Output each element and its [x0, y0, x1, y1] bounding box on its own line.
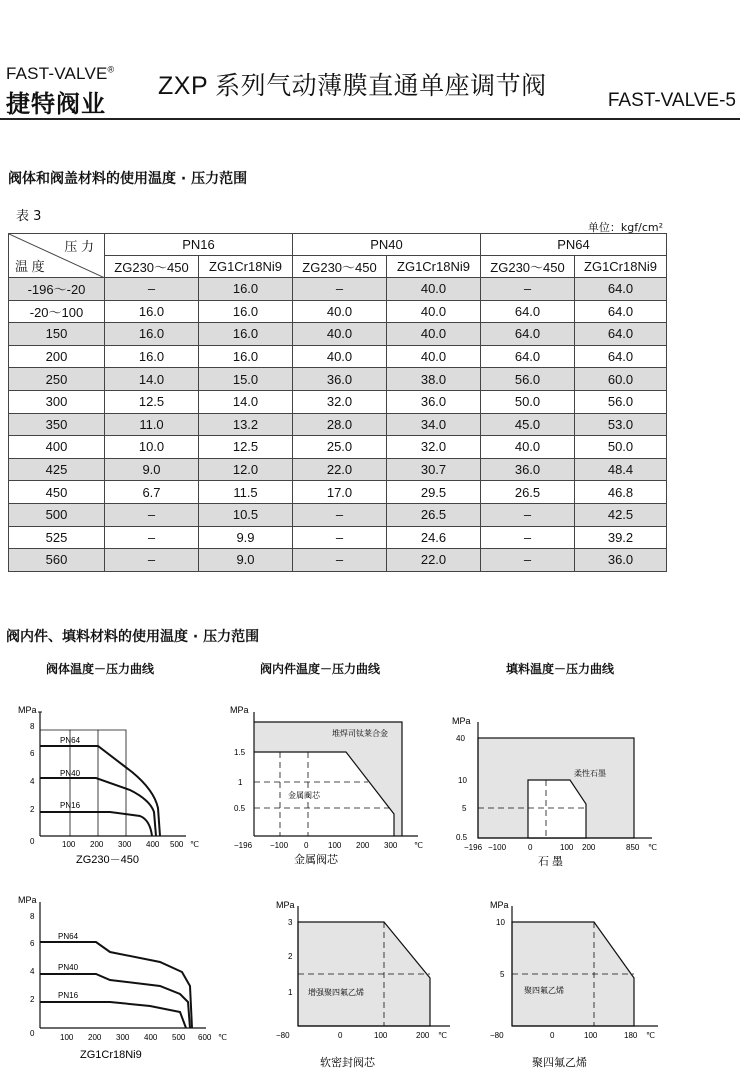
group-header-pn64: PN64	[481, 234, 667, 256]
pressure-cell: –	[481, 278, 575, 301]
table-row	[9, 278, 667, 301]
pressure-cell: –	[293, 278, 387, 301]
pressure-cell: –	[293, 549, 387, 572]
c4-series-label: PN64	[58, 932, 79, 941]
c3-ytick: 0.5	[456, 833, 468, 842]
c4-ytick: 2	[30, 995, 35, 1004]
c5-xtick: −80	[276, 1031, 290, 1040]
pressure-cell: 53.0	[575, 413, 667, 436]
pressure-cell: 64.0	[575, 323, 667, 346]
c4-series-label: PN40	[58, 963, 79, 972]
corner-temperature-label: 温 度	[15, 259, 45, 274]
pressure-cell: 29.5	[387, 481, 481, 504]
material-header: ZG230～450	[293, 256, 387, 278]
pressure-cell: –	[105, 278, 199, 301]
table-row	[9, 368, 667, 391]
pressure-cell: 64.0	[481, 345, 575, 368]
c3-region: 柔性石墨	[574, 769, 606, 778]
c1-ytick: 8	[30, 722, 35, 731]
table-row	[9, 345, 667, 368]
pressure-cell: 10.5	[199, 503, 293, 526]
table-row	[9, 323, 667, 346]
pressure-cell: 24.6	[387, 526, 481, 549]
c1-series-label: PN16	[60, 801, 81, 810]
c5-xtick: 100	[374, 1031, 388, 1040]
pressure-cell: 22.0	[293, 458, 387, 481]
c1-xunit: ℃	[190, 840, 199, 849]
c4-curve-pn64	[40, 942, 192, 1028]
pressure-cell: –	[105, 503, 199, 526]
table-row	[9, 503, 667, 526]
pressure-cell: 12.5	[105, 390, 199, 413]
pressure-cell: 32.0	[293, 390, 387, 413]
c2-xtick: 200	[356, 841, 370, 850]
c4-ytick: 4	[30, 967, 35, 976]
temperature-cell: 250	[9, 368, 105, 391]
pressure-cell: 22.0	[387, 549, 481, 572]
pressure-cell: 16.0	[105, 323, 199, 346]
pressure-cell: 38.0	[387, 368, 481, 391]
temperature-cell: 525	[9, 526, 105, 549]
c4-caption: ZG1Cr18Ni9	[80, 1049, 142, 1061]
pressure-cell: –	[105, 526, 199, 549]
temperature-cell: -20～100	[9, 300, 105, 323]
c2-xtick: 0	[304, 841, 309, 850]
table-row	[9, 549, 667, 572]
pressure-cell: 40.0	[293, 345, 387, 368]
brand-chinese: 捷特阀业	[6, 90, 106, 118]
c5-ytick: 1	[288, 988, 293, 997]
c5-ytick: 3	[288, 918, 293, 927]
pressure-cell: 11.0	[105, 413, 199, 436]
header-rule	[0, 118, 740, 120]
pressure-cell: 25.0	[293, 436, 387, 459]
c3-xtick: 200	[582, 843, 596, 852]
c4-xunit: ℃	[218, 1033, 227, 1042]
temperature-cell: 500	[9, 503, 105, 526]
pressure-cell: 64.0	[575, 345, 667, 368]
chart-zg1cr18ni9	[0, 890, 230, 1070]
pressure-cell: 6.7	[105, 481, 199, 504]
c1-series-label: PN40	[60, 769, 81, 778]
chart-ptfe	[478, 896, 678, 1076]
temperature-cell: -196～-20	[9, 278, 105, 301]
chart-soft-seal	[262, 896, 462, 1076]
table-row	[9, 390, 667, 413]
c1-xtick: 200	[90, 840, 104, 849]
pressure-cell: 9.9	[199, 526, 293, 549]
c5-xtick: 0	[338, 1031, 343, 1040]
c3-xtick: 100	[560, 843, 574, 852]
c6-caption: 聚四氟乙烯	[532, 1057, 587, 1069]
material-header: ZG1Cr18Ni9	[199, 256, 293, 278]
pressure-cell: 56.0	[575, 390, 667, 413]
group-header-pn40: PN40	[293, 234, 481, 256]
pressure-cell: 14.0	[105, 368, 199, 391]
pressure-cell: 50.0	[575, 436, 667, 459]
pressure-cell: 36.0	[387, 390, 481, 413]
c3-xunit: ℃	[648, 843, 657, 852]
pressure-cell: –	[481, 549, 575, 572]
c1-xtick: 400	[146, 840, 160, 849]
c2-xtick: −100	[270, 841, 289, 850]
group-header-pn16: PN16	[105, 234, 293, 256]
pressure-cell: 16.0	[199, 323, 293, 346]
temperature-cell: 150	[9, 323, 105, 346]
col-title-packing: 填料温度－压力曲线	[506, 662, 615, 676]
c3-ytick: 40	[456, 734, 465, 743]
section1-title: 阀体和阀盖材料的使用温度 · 压力范围	[8, 171, 248, 187]
col-title-trim: 阀内件温度－压力曲线	[260, 662, 381, 676]
material-header: ZG1Cr18Ni9	[575, 256, 667, 278]
temperature-cell: 425	[9, 458, 105, 481]
pressure-cell: 40.0	[481, 436, 575, 459]
brand-english: FAST-VALVE®	[6, 64, 115, 83]
pressure-cell: 16.0	[199, 278, 293, 301]
pressure-cell: 12.5	[199, 436, 293, 459]
table-row	[9, 481, 667, 504]
temperature-cell: 450	[9, 481, 105, 504]
pressure-cell: 64.0	[575, 278, 667, 301]
pressure-cell: 36.0	[575, 549, 667, 572]
table-row	[9, 300, 667, 323]
material-header: ZG230～450	[481, 256, 575, 278]
pressure-cell: 34.0	[387, 413, 481, 436]
c1-ytick: 6	[30, 749, 35, 758]
table-row	[9, 458, 667, 481]
c4-ytick: 0	[30, 1029, 35, 1038]
col-title-body: 阀体温度－压力曲线	[46, 662, 155, 676]
pressure-cell: 16.0	[105, 345, 199, 368]
c1-xtick: 500	[170, 840, 184, 849]
table-row	[9, 413, 667, 436]
pressure-cell: 26.5	[387, 503, 481, 526]
pressure-cell: 13.2	[199, 413, 293, 436]
pressure-cell: 28.0	[293, 413, 387, 436]
pressure-cell: –	[293, 526, 387, 549]
c1-ylabel: MPa	[18, 705, 37, 715]
section2-title: 阀内件、填料材料的使用温度 · 压力范围	[6, 629, 260, 645]
pressure-cell: 12.0	[199, 458, 293, 481]
temperature-cell: 350	[9, 413, 105, 436]
c4-xtick: 600	[198, 1033, 212, 1042]
pressure-cell: 56.0	[481, 368, 575, 391]
temperature-cell: 300	[9, 390, 105, 413]
c2-xtick: 100	[328, 841, 342, 850]
c4-ytick: 6	[30, 939, 35, 948]
c1-series-label: PN64	[60, 736, 81, 745]
c6-ytick: 5	[500, 970, 505, 979]
table-corner-cell	[9, 234, 105, 278]
pressure-cell: 40.0	[387, 300, 481, 323]
pressure-cell: 11.5	[199, 481, 293, 504]
table-label: 表 3	[16, 209, 42, 224]
pressure-cell: 16.0	[199, 345, 293, 368]
c6-xtick: 0	[550, 1031, 555, 1040]
temperature-cell: 560	[9, 549, 105, 572]
temperature-cell: 200	[9, 345, 105, 368]
c3-xtick: 850	[626, 843, 640, 852]
pressure-cell: 64.0	[575, 300, 667, 323]
pressure-temperature-table	[8, 233, 667, 572]
c4-xtick: 400	[144, 1033, 158, 1042]
pressure-cell: 17.0	[293, 481, 387, 504]
pressure-cell: 10.0	[105, 436, 199, 459]
c1-ytick: 0	[30, 837, 35, 846]
pressure-cell: 16.0	[199, 300, 293, 323]
c4-ytick: 8	[30, 912, 35, 921]
c6-xtick: −80	[490, 1031, 504, 1040]
pressure-cell: 60.0	[575, 368, 667, 391]
table-row	[9, 526, 667, 549]
pressure-cell: 15.0	[199, 368, 293, 391]
pressure-cell: 50.0	[481, 390, 575, 413]
c3-xtick: 0	[528, 843, 533, 852]
c6-ylabel: MPa	[490, 900, 509, 910]
pressure-cell: 14.0	[199, 390, 293, 413]
c4-curve-pn16	[40, 1002, 186, 1028]
c2-xtick: 300	[384, 841, 398, 850]
material-header: ZG1Cr18Ni9	[387, 256, 481, 278]
pressure-cell: –	[293, 503, 387, 526]
pressure-cell: 30.7	[387, 458, 481, 481]
c2-caption: 金属阀芯	[294, 854, 338, 866]
pressure-cell: 36.0	[293, 368, 387, 391]
pressure-cell: 64.0	[481, 323, 575, 346]
c1-ytick: 2	[30, 805, 35, 814]
c2-xtick: −196	[234, 841, 253, 850]
c4-xtick: 500	[172, 1033, 186, 1042]
c3-xtick: −100	[488, 843, 507, 852]
c4-series-label: PN16	[58, 991, 79, 1000]
c6-region: 聚四氟乙烯	[524, 986, 564, 995]
pressure-cell: 40.0	[293, 300, 387, 323]
c1-curve-pn16	[40, 812, 152, 836]
table-unit: 单位：kgf/cm²	[587, 221, 663, 234]
c2-xunit: ℃	[414, 841, 423, 850]
c4-xtick: 100	[60, 1033, 74, 1042]
c3-ytick: 5	[462, 804, 467, 813]
c5-ylabel: MPa	[276, 900, 295, 910]
c3-ylabel: MPa	[452, 716, 471, 726]
c5-caption: 软密封阀芯	[320, 1057, 375, 1069]
pressure-cell: 36.0	[481, 458, 575, 481]
pressure-cell: 9.0	[199, 549, 293, 572]
page-code: FAST-VALVE-5	[607, 90, 736, 111]
c6-xtick: 180	[624, 1031, 638, 1040]
pressure-cell: 26.5	[481, 481, 575, 504]
pressure-cell: 16.0	[105, 300, 199, 323]
c4-xtick: 200	[88, 1033, 102, 1042]
c5-region: 增强聚四氟乙烯	[308, 988, 364, 997]
c3-ytick: 10	[458, 776, 467, 785]
material-header: ZG230～450	[105, 256, 199, 278]
c6-ytick: 10	[496, 918, 505, 927]
pressure-cell: 45.0	[481, 413, 575, 436]
c5-xtick: 200	[416, 1031, 430, 1040]
c5-xunit: ℃	[438, 1031, 447, 1040]
pressure-cell: 32.0	[387, 436, 481, 459]
table-row	[9, 436, 667, 459]
pressure-cell: 40.0	[387, 323, 481, 346]
c1-curve-pn64	[40, 746, 160, 836]
c6-xunit: ℃	[646, 1031, 655, 1040]
c2-region-mid: 金属阀芯	[288, 791, 320, 800]
pressure-cell: –	[105, 549, 199, 572]
pressure-cell: 40.0	[387, 278, 481, 301]
c2-ytick: 1	[238, 778, 243, 787]
c1-xtick: 300	[118, 840, 132, 849]
c4-xtick: 300	[116, 1033, 130, 1042]
c2-region-top: 堆焊司钛莱合金	[332, 729, 388, 738]
c5-ytick: 2	[288, 952, 293, 961]
pressure-cell: 48.4	[575, 458, 667, 481]
pressure-cell: –	[481, 526, 575, 549]
corner-pressure-label: 压 力	[64, 239, 94, 254]
c1-caption: ZG230－450	[76, 854, 139, 866]
c4-ylabel: MPa	[18, 895, 37, 905]
chart-graphite	[448, 712, 668, 872]
pressure-cell: 40.0	[387, 345, 481, 368]
c6-xtick: 100	[584, 1031, 598, 1040]
c2-ylabel: MPa	[230, 705, 249, 715]
pressure-cell: 42.5	[575, 503, 667, 526]
pressure-cell: 40.0	[293, 323, 387, 346]
pressure-cell: 39.2	[575, 526, 667, 549]
pressure-cell: 46.8	[575, 481, 667, 504]
pressure-cell: 64.0	[481, 300, 575, 323]
c3-xtick: −196	[464, 843, 483, 852]
c3-caption: 石 墨	[538, 856, 564, 868]
page-title: ZXP 系列气动薄膜直通单座调节阀	[158, 72, 547, 100]
c1-xtick: 100	[62, 840, 76, 849]
c2-ytick: 1.5	[234, 748, 246, 757]
chart-metal-trim	[228, 700, 438, 870]
temperature-cell: 400	[9, 436, 105, 459]
c2-ytick: 0.5	[234, 804, 246, 813]
chart-zg230-450	[0, 700, 220, 870]
c1-ytick: 4	[30, 777, 35, 786]
pressure-cell: 9.0	[105, 458, 199, 481]
pressure-cell: –	[481, 503, 575, 526]
